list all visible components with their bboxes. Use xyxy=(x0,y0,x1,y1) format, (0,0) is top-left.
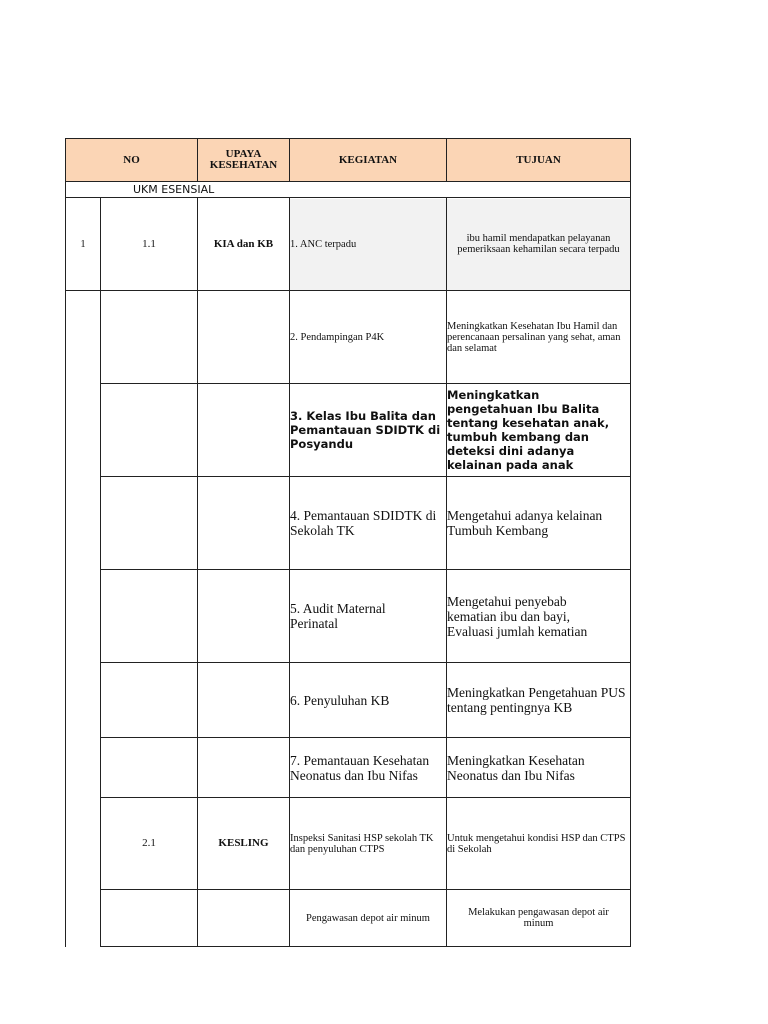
header-kegiatan-label: KEGIATAN xyxy=(338,153,398,166)
row-1-tujuan: ibu hamil mendapatkan pelayanan pemeriksaan kehamilan secara terpadu xyxy=(457,233,620,255)
row-7-tujuan: Meningkatkan Kesehatan Neonatus dan Ibu Nifas xyxy=(447,752,585,783)
header-kegiatan xyxy=(289,138,447,182)
row-8-tujuan: Untuk mengetahui kondisi HSP dan CTPS di Sekolah xyxy=(447,832,626,855)
row-1-kegiatan: 1. ANC terpadu xyxy=(290,238,357,250)
row-1-sub: 1.1 xyxy=(142,237,156,250)
row-3-tujuan: Meningkatkan pengetahuan Ibu Balita tentang kesehatan anak, tumbuh kembang dan deteksi dini adanya kelainan pada anak xyxy=(447,388,610,472)
row-8-upaya: KESLING xyxy=(218,837,269,849)
section-left-border xyxy=(65,182,66,198)
section-right-border xyxy=(630,182,631,198)
header-tujuan-label: TUJUAN xyxy=(516,153,561,166)
row-1-no: 1 xyxy=(80,238,86,250)
row-8-sub: 2.1 xyxy=(142,837,156,849)
row-9-kegiatan: Pengawasan depot air minum xyxy=(306,912,430,924)
header-upaya-label: UPAYA KESEHATAN xyxy=(209,148,278,171)
row-7-kegiatan: 7. Pemantauan Kesehatan Neonatus dan Ibu Nifas xyxy=(290,752,430,783)
row-3-kegiatan: 3. Kelas Ibu Balita dan Pemantauan SDIDTK di Posyandu xyxy=(290,409,441,451)
header-no-label: NO xyxy=(123,153,140,166)
row-8-kegiatan: Inspeksi Sanitasi HSP sekolah TK dan penyuluhan CTPS xyxy=(290,832,434,855)
row-2-tujuan: Meningkatkan Kesehatan Ibu Hamil dan perencanaan persalinan yang sehat, aman dan selamat xyxy=(447,320,621,354)
grid-col-5 xyxy=(630,197,631,947)
row-5-tujuan: Mengetahui penyebab kematian ibu dan bayi, Evaluasi jumlah kematian xyxy=(447,593,588,639)
row-1-upaya: KIA dan KB xyxy=(213,237,274,250)
row-9-tujuan: Melakukan pengawasan depot air minum xyxy=(468,907,609,929)
header-no xyxy=(65,138,198,182)
header-upaya-kesehatan xyxy=(197,138,290,182)
row-4-tujuan: Mengetahui adanya kelainan Tumbuh Kembang xyxy=(447,508,603,538)
header-tujuan xyxy=(446,138,631,182)
row-6-tujuan: Meningkatkan Pengetahuan PUS tentang pentingnya KB xyxy=(447,685,626,715)
row-5-kegiatan: 5. Audit Maternal Perinatal xyxy=(290,601,386,631)
row-6-kegiatan: 6. Penyuluhan KB xyxy=(290,692,390,708)
section-label: UKM ESENSIAL xyxy=(133,183,215,196)
grid-col-0 xyxy=(65,197,66,947)
grid-row-bottom xyxy=(100,946,631,947)
row-4-kegiatan: 4. Pemantauan SDIDTK di Sekolah TK xyxy=(290,508,437,538)
row-2-kegiatan: 2. Pendampingan P4K xyxy=(290,331,385,343)
